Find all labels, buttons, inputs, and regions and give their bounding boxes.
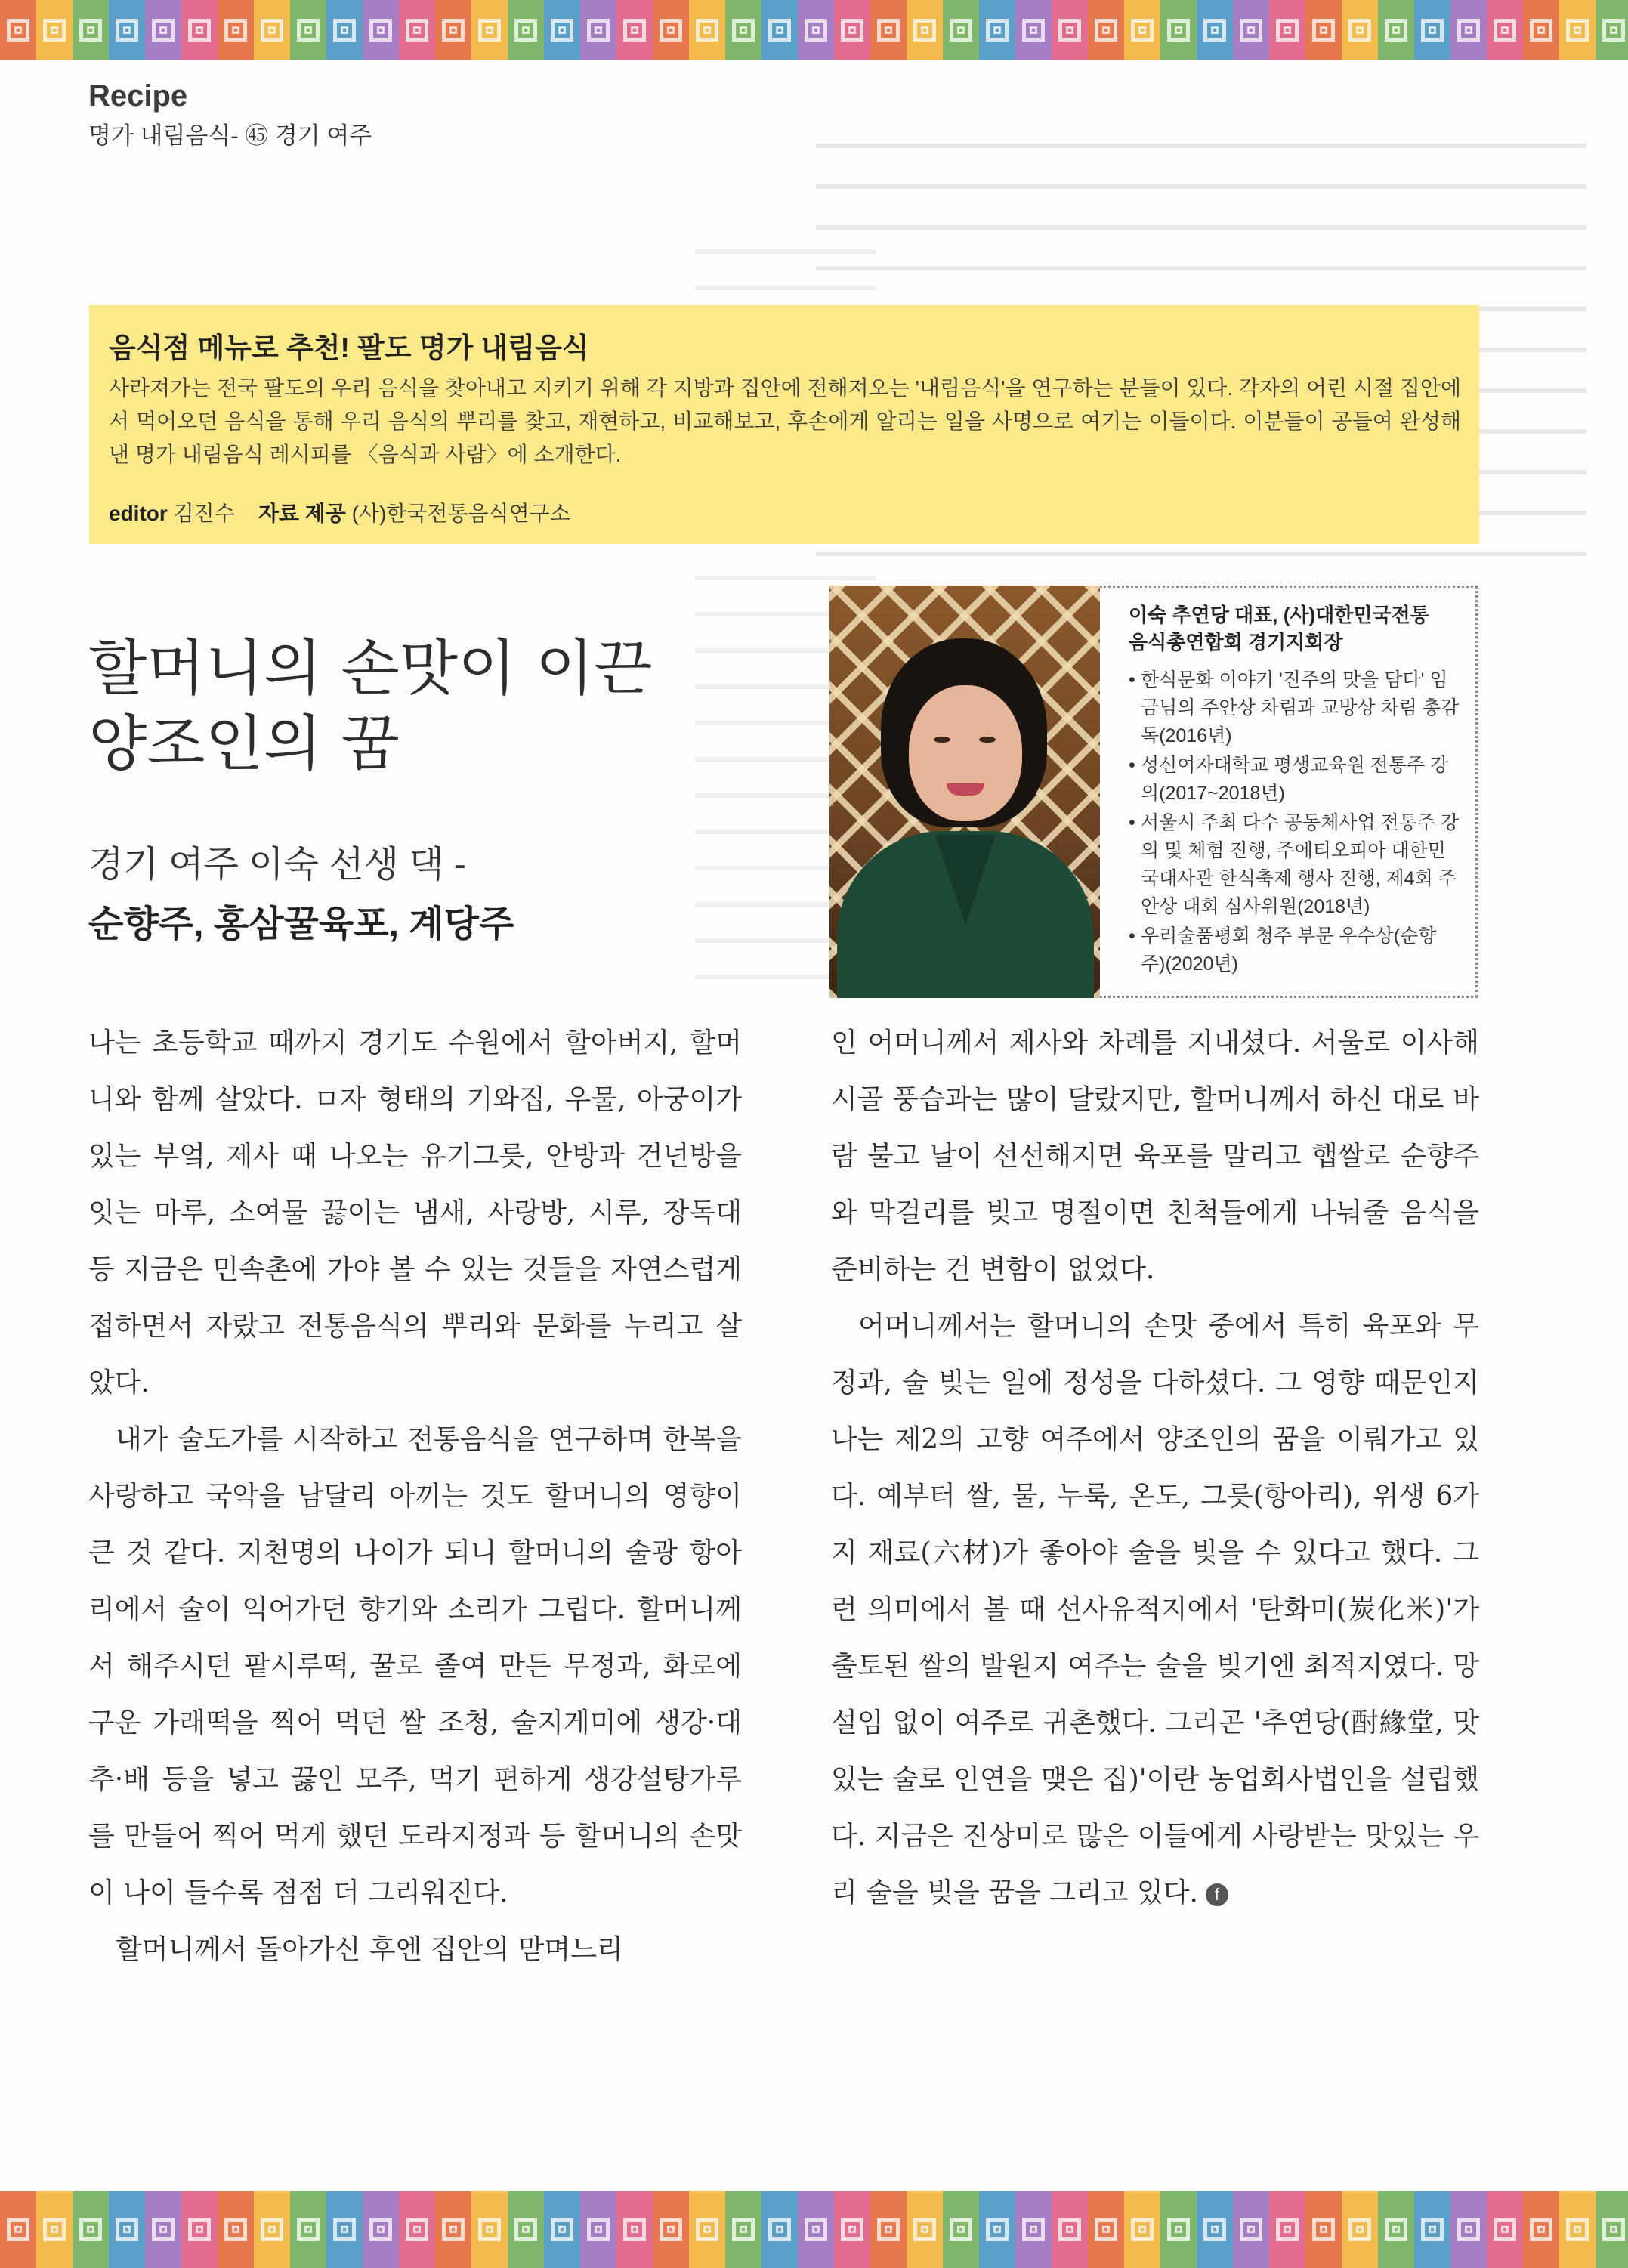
pattern-tile	[1559, 0, 1596, 60]
pattern-tile	[834, 0, 870, 60]
key-pattern-icon	[1240, 19, 1262, 42]
pattern-tile	[1269, 0, 1305, 60]
key-pattern-icon	[768, 2218, 791, 2241]
pattern-tile	[508, 0, 544, 60]
pattern-tile	[1233, 2191, 1269, 2268]
key-pattern-icon	[1095, 2218, 1117, 2241]
profile-title-1: 이숙 추연당 대표, (사)대한민국전통	[1129, 604, 1429, 626]
key-pattern-icon	[1203, 19, 1226, 42]
pattern-tile	[218, 2191, 254, 2268]
pattern-tile	[471, 2191, 508, 2268]
headline	[88, 631, 652, 782]
pattern-tile	[36, 2191, 73, 2268]
key-pattern-icon	[587, 19, 610, 42]
pattern-tile	[725, 0, 761, 60]
key-pattern-icon	[623, 19, 646, 42]
key-pattern-icon	[877, 2218, 900, 2241]
pattern-tile	[435, 0, 471, 60]
key-pattern-icon	[152, 19, 175, 42]
pattern-tile	[1233, 0, 1269, 60]
pattern-tile	[1197, 0, 1233, 60]
pattern-tile	[1596, 2191, 1628, 2268]
key-pattern-icon	[732, 2218, 755, 2241]
pattern-tile	[471, 0, 508, 60]
key-pattern-icon	[116, 19, 138, 42]
pattern-tile	[399, 0, 435, 60]
key-pattern-icon	[986, 2218, 1009, 2241]
pattern-tile	[544, 2191, 580, 2268]
pattern-tile	[1414, 0, 1450, 60]
pattern-tile	[907, 2191, 943, 2268]
key-pattern-icon	[660, 2218, 682, 2241]
pattern-tile	[943, 2191, 979, 2268]
key-pattern-icon	[1131, 2218, 1154, 2241]
end-mark-icon: f	[1206, 1883, 1228, 1906]
profile-box	[1100, 586, 1478, 998]
key-pattern-icon	[79, 2218, 102, 2241]
pattern-tile	[616, 2191, 653, 2268]
key-pattern-icon	[732, 19, 755, 42]
key-pattern-icon	[1203, 2218, 1226, 2241]
key-pattern-icon	[7, 2218, 29, 2241]
pattern-tile	[1269, 2191, 1305, 2268]
article-column-right	[831, 1015, 1479, 1921]
article-paragraph: 내가 술도가를 시작하고 전통음식을 연구하며 한복을 사랑하고 국악을 남달리 아끼는 것도 할머니의 영향이 큰 것 같다. 지천명의 나이가 되니 할머니의 술광 항아리에서 술이 익어가던 향기와 소리가 그립다. 할머니께서 해주시던 팥시루떡, 꿀로 졸여 만든 무정과, 화로에 구운 가래떡을 찍어 먹던 쌀 조청, 술지게미에 생강·대추·배 등을 넣고 끓인 모주, 먹기 편하게 생강설탕가루를 만들어 찍어 먹게 했던 도라지정과 등 할머니의 손맛이 나이 들수록 점점 더 그리워진다.	[88, 1424, 742, 1908]
pattern-tile	[1160, 2191, 1197, 2268]
pattern-tile	[218, 0, 254, 60]
key-pattern-icon	[1058, 2218, 1081, 2241]
key-pattern-icon	[406, 19, 428, 42]
pattern-tile	[1305, 2191, 1342, 2268]
key-pattern-icon	[1566, 19, 1589, 42]
source-label: 자료 제공	[258, 502, 346, 525]
key-pattern-icon	[1058, 19, 1081, 42]
pattern-tile	[1523, 2191, 1559, 2268]
pattern-tile	[326, 0, 363, 60]
key-pattern-icon	[913, 2218, 936, 2241]
pattern-tile	[653, 0, 689, 60]
key-pattern-icon	[1602, 2218, 1625, 2241]
profile-item: • 서울시 주최 다수 공동체사업 전통주 강의 및 체험 진행, 주에티오피아 대한민국대사관 한식축제 행사 진행, 제4회 주안상 대회 심사위원(2018년)	[1129, 809, 1460, 921]
key-pattern-icon	[478, 2218, 501, 2241]
key-pattern-icon	[841, 19, 863, 42]
portrait-eye	[934, 737, 950, 743]
pattern-tile	[109, 0, 145, 60]
pattern-tile	[1124, 0, 1160, 60]
pattern-tile	[1378, 0, 1414, 60]
key-pattern-icon	[1602, 19, 1625, 42]
pattern-tile	[1160, 0, 1197, 60]
article-paragraph: 인 어머니께서 제사와 차례를 지내셨다. 서울로 이사해 시골 풍습과는 많이 달랐지만, 할머니께서 하신 대로 바람 불고 날이 선선해지면 육포를 말리고 햅쌀로 순향주와 막걸리를 빚고 명절이면 친척들에게 나눠줄 음식을 준비하는 건 변함이 없었다.	[831, 1027, 1479, 1285]
pattern-tile	[907, 0, 943, 60]
pattern-tile	[1523, 0, 1559, 60]
pattern-tile	[399, 2191, 435, 2268]
pattern-tile	[1342, 2191, 1378, 2268]
portrait-face	[909, 685, 1022, 821]
key-pattern-icon	[696, 2218, 718, 2241]
pattern-tile	[653, 2191, 689, 2268]
key-pattern-icon	[950, 2218, 972, 2241]
pattern-tile	[1088, 2191, 1124, 2268]
source-name: (사)한국전통음식연구소	[351, 502, 570, 525]
pattern-tile	[363, 2191, 399, 2268]
key-pattern-icon	[188, 19, 211, 42]
pattern-tile	[1596, 0, 1628, 60]
key-pattern-icon	[1421, 19, 1444, 42]
key-pattern-icon	[1276, 19, 1299, 42]
profile-title-2: 음식총연합회 경기지회장	[1129, 631, 1343, 654]
article-column-left	[88, 1015, 742, 1978]
pattern-tile	[580, 2191, 616, 2268]
pattern-tile	[73, 2191, 109, 2268]
editor-name: 김진수	[173, 502, 235, 525]
key-pattern-icon	[950, 19, 972, 42]
key-pattern-icon	[913, 19, 936, 42]
key-pattern-icon	[986, 19, 1009, 42]
pattern-tile	[616, 0, 653, 60]
editor-label: editor	[109, 502, 168, 525]
pattern-tile	[1342, 0, 1378, 60]
key-pattern-icon	[333, 19, 356, 42]
key-pattern-icon	[1312, 2218, 1335, 2241]
subhead-line-2: 순향주, 홍삼꿀육포, 계당주	[88, 904, 514, 944]
pattern-tile	[761, 2191, 798, 2268]
pattern-tile	[1088, 0, 1124, 60]
pattern-tile	[508, 2191, 544, 2268]
key-pattern-icon	[1167, 19, 1190, 42]
key-pattern-icon	[1457, 2218, 1480, 2241]
intro-box	[89, 305, 1479, 544]
pattern-tile	[761, 0, 798, 60]
key-pattern-icon	[79, 19, 102, 42]
pattern-tile	[1305, 0, 1342, 60]
key-pattern-icon	[1022, 19, 1045, 42]
pattern-tile	[1450, 2191, 1487, 2268]
key-pattern-icon	[1167, 2218, 1190, 2241]
key-pattern-icon	[478, 19, 501, 42]
section-header	[88, 79, 372, 150]
headline-line-2: 양조인의 꿈	[88, 709, 400, 779]
pattern-tile	[1052, 2191, 1088, 2268]
portrait-eye	[979, 737, 996, 743]
pattern-tile	[109, 2191, 145, 2268]
pattern-tile	[36, 0, 73, 60]
key-pattern-icon	[768, 19, 791, 42]
portrait-photo	[829, 586, 1100, 998]
key-pattern-icon	[1385, 2218, 1407, 2241]
key-pattern-icon	[1240, 2218, 1262, 2241]
pattern-tile	[181, 0, 218, 60]
key-pattern-icon	[1095, 19, 1117, 42]
key-pattern-icon	[1421, 2218, 1444, 2241]
pattern-tile	[254, 0, 290, 60]
key-pattern-icon	[587, 2218, 610, 2241]
key-pattern-icon	[1022, 2218, 1045, 2241]
credit-line	[109, 497, 570, 527]
key-pattern-icon	[805, 2218, 827, 2241]
key-pattern-icon	[841, 2218, 863, 2241]
pattern-tile	[254, 2191, 290, 2268]
key-pattern-icon	[660, 19, 682, 42]
key-pattern-icon	[188, 2218, 211, 2241]
key-pattern-icon	[1494, 19, 1516, 42]
key-pattern-icon	[1348, 19, 1371, 42]
key-pattern-icon	[805, 19, 827, 42]
pattern-tile	[979, 2191, 1015, 2268]
key-pattern-icon	[406, 2218, 428, 2241]
key-pattern-icon	[297, 2218, 320, 2241]
section-label: Recipe	[88, 79, 188, 113]
pattern-tile	[1378, 2191, 1414, 2268]
key-pattern-icon	[1457, 19, 1480, 42]
pattern-tile	[363, 0, 399, 60]
pattern-tile	[181, 2191, 218, 2268]
article-paragraph: 할머니께서 돌아가신 후엔 집안의 맏며느리	[116, 1934, 623, 1965]
pattern-tile	[689, 0, 725, 60]
headline-line-1: 할머니의 손맛이 이끈	[88, 633, 653, 703]
key-pattern-icon	[1530, 2218, 1552, 2241]
intro-title: 음식점 메뉴로 추천! 팔도 명가 내림음식	[109, 332, 589, 363]
pattern-tile	[798, 0, 834, 60]
key-pattern-icon	[623, 2218, 646, 2241]
pattern-tile	[145, 2191, 181, 2268]
key-pattern-icon	[261, 2218, 283, 2241]
key-pattern-icon	[551, 2218, 573, 2241]
key-pattern-icon	[224, 19, 247, 42]
key-pattern-icon	[43, 2218, 66, 2241]
decorative-border-bottom	[0, 2191, 1628, 2268]
key-pattern-icon	[1385, 19, 1407, 42]
decorative-border-top	[0, 0, 1628, 60]
pattern-tile	[290, 0, 326, 60]
key-pattern-icon	[224, 2218, 247, 2241]
pattern-tile	[943, 0, 979, 60]
article-paragraph: 나는 초등학교 때까지 경기도 수원에서 할아버지, 할머니와 함께 살았다. ㅁ자 형태의 기와집, 우물, 아궁이가 있는 부엌, 제사 때 나오는 유기그릇, 안방과 건넌방을 잇는 마루, 소여물 끓이는 냄새, 사랑방, 시루, 장독대 등 지금은 민속촌에 가야 볼 수 있는 것들을 자연스럽게 접하면서 자랐고 전통음식의 뿌리와 문화를 누리고 살았다.	[88, 1027, 742, 1398]
key-pattern-icon	[369, 19, 392, 42]
subhead-line-1: 경기 여주 이숙 선생 댁 -	[88, 845, 466, 885]
key-pattern-icon	[551, 19, 573, 42]
key-pattern-icon	[43, 19, 66, 42]
key-pattern-icon	[1276, 2218, 1299, 2241]
article-paragraph	[831, 1298, 1479, 1921]
pattern-tile	[1124, 2191, 1160, 2268]
intro-body: 사라져가는 전국 팔도의 우리 음식을 찾아내고 지키기 위해 각 지방과 집안에 전해져오는 '내림음식'을 연구하는 분들이 있다. 각자의 어린 시절 집안에서 먹어오던 음식을 통해 우리 음식의 뿌리를 찾고, 재현하고, 비교해보고, 후손에게 알리는 일을 사명으로 여기는 이들이다. 이분들이 공들여 완성해낸 명가 내림음식 레시피를 〈음식과 사람〉에 소개한다.	[109, 376, 1461, 466]
pattern-tile	[1015, 0, 1052, 60]
pattern-tile	[145, 0, 181, 60]
pattern-tile	[0, 2191, 36, 2268]
key-pattern-icon	[1131, 19, 1154, 42]
key-pattern-icon	[696, 19, 718, 42]
pattern-tile	[1197, 2191, 1233, 2268]
profile-list	[1129, 666, 1460, 978]
profile-item: • 한식문화 이야기 '진주의 맛을 담다' 임금님의 주안상 차림과 교방상 차림 총감독(2016년)	[1129, 666, 1460, 750]
pattern-tile	[73, 0, 109, 60]
pattern-tile	[725, 2191, 761, 2268]
pattern-tile	[979, 0, 1015, 60]
article-paragraph-text: 어머니께서는 할머니의 손맛 중에서 특히 육포와 무정과, 술 빚는 일에 정성을 다하셨다. 그 영향 때문인지 나는 제2의 고향 여주에서 양조인의 꿈을 이뤄가고 있다. 예부터 쌀, 물, 누룩, 온도, 그릇(항아리), 위생 6가지 재료(六材)가 좋아야 술을 빚을 수 있다고 했다. 그런 의미에서 볼 때 선사유적지에서 '탄화미(炭化米)'가 출토된 쌀의 발원지 여주는 술을 빚기엔 최적지였다. 망설임 없이 여주로 귀촌했다. 그리곤 '추연당(酎緣堂, 맛있는 술로 인연을 맺은 집)'이란 농업회사법인을 설립했다. 지금은 진상미로 많은 이들에게 사랑받는 맛있는 우리 술을 빚을 꿈을 그리고 있다.	[831, 1311, 1479, 1908]
pattern-tile	[1015, 2191, 1052, 2268]
key-pattern-icon	[877, 19, 900, 42]
pattern-tile	[580, 0, 616, 60]
pattern-tile	[1559, 2191, 1596, 2268]
pattern-tile	[1487, 0, 1523, 60]
profile-item: • 성신여자대학교 평생교육원 전통주 강의(2017~2018년)	[1129, 752, 1460, 808]
key-pattern-icon	[514, 19, 537, 42]
key-pattern-icon	[261, 19, 283, 42]
key-pattern-icon	[442, 2218, 465, 2241]
key-pattern-icon	[152, 2218, 175, 2241]
key-pattern-icon	[1348, 2218, 1371, 2241]
series-title: 명가 내림음식- ㊺ 경기 여주	[88, 122, 372, 149]
pattern-tile	[1450, 0, 1487, 60]
key-pattern-icon	[442, 19, 465, 42]
key-pattern-icon	[1312, 19, 1335, 42]
pattern-tile	[0, 0, 36, 60]
pattern-tile	[870, 0, 907, 60]
key-pattern-icon	[116, 2218, 138, 2241]
pattern-tile	[1487, 2191, 1523, 2268]
key-pattern-icon	[1494, 2218, 1516, 2241]
key-pattern-icon	[1530, 19, 1552, 42]
key-pattern-icon	[369, 2218, 392, 2241]
key-pattern-icon	[333, 2218, 356, 2241]
pattern-tile	[1052, 0, 1088, 60]
subheadline	[88, 835, 514, 947]
pattern-tile	[689, 2191, 725, 2268]
pattern-tile	[870, 2191, 907, 2268]
key-pattern-icon	[7, 19, 29, 42]
pattern-tile	[544, 0, 580, 60]
key-pattern-icon	[514, 2218, 537, 2241]
pattern-tile	[435, 2191, 471, 2268]
pattern-tile	[834, 2191, 870, 2268]
key-pattern-icon	[297, 19, 320, 42]
pattern-tile	[326, 2191, 363, 2268]
pattern-tile	[798, 2191, 834, 2268]
key-pattern-icon	[1566, 2218, 1589, 2241]
pattern-tile	[1414, 2191, 1450, 2268]
pattern-tile	[290, 2191, 326, 2268]
profile-item: • 우리술품평회 청주 부문 우수상(순향주)(2020년)	[1129, 922, 1460, 978]
